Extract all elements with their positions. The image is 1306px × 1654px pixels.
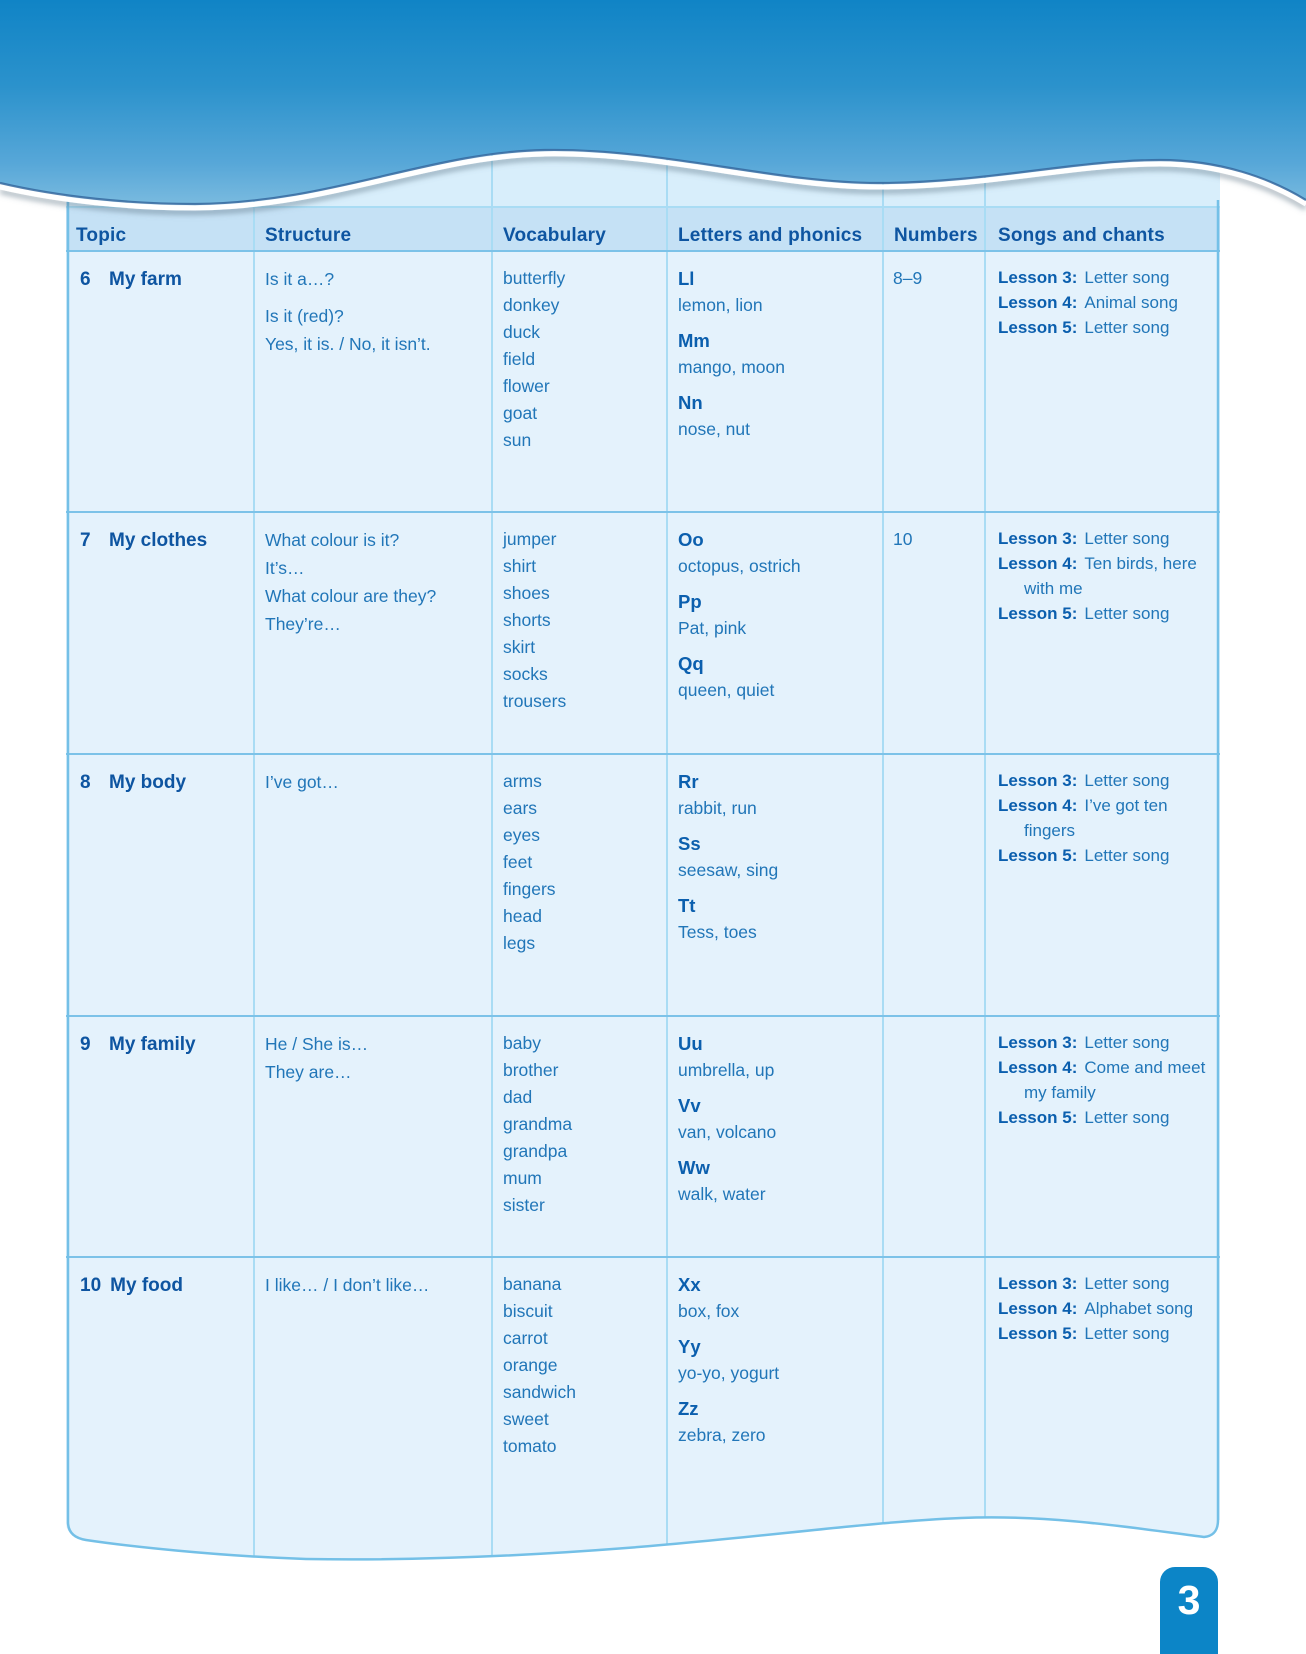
- phonics-words: lemon, lion: [678, 295, 763, 315]
- vocabulary-word: flower: [503, 376, 550, 396]
- header-structure: Structure: [255, 208, 493, 250]
- phonics-group: [678, 1271, 874, 1325]
- phonics-group: [678, 327, 874, 381]
- lesson-label: Lesson 5:: [998, 604, 1078, 623]
- table-row-unit10: [66, 1258, 1220, 1565]
- header-vocabulary: Vocabulary: [493, 208, 668, 250]
- table-row-unit8: [66, 755, 1220, 1017]
- phonics-group: [678, 650, 874, 704]
- vocabulary-word: fingers: [503, 879, 556, 899]
- vocabulary-word: brother: [503, 1060, 559, 1080]
- song-title: Letter song: [1084, 1108, 1170, 1127]
- table-row-unit9: [66, 1017, 1220, 1258]
- lesson-label: Lesson 3:: [998, 771, 1078, 790]
- vocabulary-word: mum: [503, 1168, 542, 1188]
- phonics-letter-pair: Qq: [678, 653, 704, 674]
- song-entry: [998, 265, 1214, 290]
- vocabulary-word: sun: [503, 430, 532, 450]
- structure-cell: [255, 1017, 493, 1256]
- vocabulary-word: tomato: [503, 1436, 557, 1456]
- phonics-cell: [668, 1017, 884, 1256]
- songs-cell: [986, 513, 1220, 753]
- vocabulary-word: jumper: [503, 529, 557, 549]
- phonics-letter-pair: Oo: [678, 529, 704, 550]
- vocabulary-cell: [493, 1258, 668, 1565]
- lesson-label: Lesson 3:: [998, 529, 1078, 548]
- phonics-letter-pair: Ww: [678, 1157, 710, 1178]
- structure-line: They’re…: [265, 614, 341, 634]
- vocabulary-word: goat: [503, 403, 538, 423]
- song-entry: [998, 551, 1214, 601]
- songs-cell: [986, 252, 1220, 511]
- structure-paragraph: [265, 265, 483, 293]
- syllabus-table: [66, 140, 1220, 1565]
- structure-line: He / She is…: [265, 1034, 369, 1054]
- unit-title: My clothes: [109, 530, 208, 551]
- vocabulary-word: duck: [503, 322, 540, 342]
- structure-line: I like… / I don’t like…: [265, 1275, 430, 1295]
- song-entry: [998, 1030, 1214, 1055]
- structure-cell: [255, 1258, 493, 1565]
- unit-number: 8: [80, 772, 91, 793]
- table-top-strip: [66, 140, 1220, 208]
- structure-line: What colour is it?: [265, 530, 400, 550]
- song-entry: [998, 793, 1214, 843]
- lesson-label: Lesson 5:: [998, 846, 1078, 865]
- vocabulary-cell: [493, 252, 668, 511]
- song-entry: [998, 290, 1214, 315]
- phonics-words: Pat, pink: [678, 618, 747, 638]
- lesson-label: Lesson 5:: [998, 318, 1078, 337]
- vocabulary-word: head: [503, 906, 542, 926]
- vocabulary-cell: [493, 755, 668, 1015]
- phonics-group: [678, 768, 874, 822]
- song-title: Letter song: [1084, 771, 1170, 790]
- vocabulary-word: trousers: [503, 691, 567, 711]
- vocabulary-word: banana: [503, 1274, 562, 1294]
- vocabulary-word: baby: [503, 1033, 541, 1053]
- lesson-label: Lesson 5:: [998, 1108, 1078, 1127]
- phonics-words: walk, water: [678, 1184, 766, 1204]
- structure-paragraph: [265, 1271, 483, 1299]
- topic-cell: [66, 513, 255, 753]
- lesson-label: Lesson 4:: [998, 293, 1078, 312]
- vocabulary-word: legs: [503, 933, 536, 953]
- song-entry: [998, 768, 1214, 793]
- song-title: Animal song: [1084, 293, 1178, 312]
- lesson-label: Lesson 4:: [998, 1058, 1078, 1077]
- song-title: Letter song: [1084, 318, 1170, 337]
- song-entry: [998, 601, 1214, 626]
- phonics-letter-pair: Uu: [678, 1033, 703, 1054]
- song-entry: [998, 1055, 1214, 1105]
- unit-number: 9: [80, 1034, 91, 1055]
- song-title: Ten birds, here with me: [1024, 554, 1197, 598]
- phonics-group: [678, 1030, 874, 1084]
- vocabulary-word: feet: [503, 852, 533, 872]
- structure-paragraph: [265, 768, 483, 796]
- phonics-letter-pair: Tt: [678, 895, 696, 916]
- unit-number: 6: [80, 269, 91, 290]
- structure-line: Is it (red)?: [265, 306, 344, 326]
- vocabulary-word: butterfly: [503, 268, 566, 288]
- unit-title: My body: [109, 772, 187, 793]
- song-entry: [998, 1105, 1214, 1130]
- structure-line: I’ve got…: [265, 772, 339, 792]
- vocabulary-word: ears: [503, 798, 538, 818]
- unit-title: My farm: [109, 269, 182, 290]
- numbers-cell: [884, 755, 986, 1015]
- phonics-group: [678, 830, 874, 884]
- phonics-words: octopus, ostrich: [678, 556, 801, 576]
- phonics-group: [678, 1154, 874, 1208]
- songs-cell: [986, 1017, 1220, 1256]
- lesson-label: Lesson 5:: [998, 1324, 1078, 1343]
- lesson-label: Lesson 3:: [998, 1274, 1078, 1293]
- song-entry: [998, 1296, 1214, 1321]
- phonics-group: [678, 389, 874, 443]
- unit-number: 10: [80, 1275, 102, 1296]
- phonics-letter-pair: Ll: [678, 268, 695, 289]
- vocabulary-word: field: [503, 349, 536, 369]
- phonics-words: Tess, toes: [678, 922, 757, 942]
- phonics-group: [678, 1092, 874, 1146]
- vocabulary-word: donkey: [503, 295, 560, 315]
- song-title: Letter song: [1084, 846, 1170, 865]
- structure-line: What colour are they?: [265, 586, 437, 606]
- unit-number: 7: [80, 530, 91, 551]
- table-row-unit7: [66, 513, 1220, 755]
- structure-line: It’s…: [265, 558, 305, 578]
- phonics-letter-pair: Zz: [678, 1398, 699, 1419]
- lesson-label: Lesson 3:: [998, 1033, 1078, 1052]
- numbers-cell: 10: [884, 513, 986, 753]
- phonics-group: [678, 1333, 874, 1387]
- numbers-cell: [884, 1258, 986, 1565]
- phonics-letter-pair: Mm: [678, 330, 710, 351]
- vocabulary-word: sweet: [503, 1409, 549, 1429]
- phonics-words: umbrella, up: [678, 1060, 775, 1080]
- lesson-label: Lesson 4:: [998, 1299, 1078, 1318]
- unit-title: My food: [110, 1275, 183, 1296]
- unit-title: My family: [109, 1034, 196, 1055]
- page-number-tab: [1160, 1567, 1218, 1654]
- page-number: 3: [1177, 1577, 1201, 1623]
- song-entry: [998, 1321, 1214, 1346]
- phonics-letter-pair: Pp: [678, 591, 702, 612]
- table-header-row: [66, 208, 1220, 252]
- structure-line: Is it a…?: [265, 269, 335, 289]
- vocabulary-cell: [493, 1017, 668, 1256]
- song-entry: [998, 1271, 1214, 1296]
- phonics-group: [678, 265, 874, 319]
- phonics-letter-pair: Xx: [678, 1274, 701, 1295]
- phonics-cell: [668, 755, 884, 1015]
- phonics-letter-pair: Nn: [678, 392, 703, 413]
- phonics-cell: [668, 252, 884, 511]
- phonics-words: nose, nut: [678, 419, 750, 439]
- phonics-words: seesaw, sing: [678, 860, 779, 880]
- vocabulary-word: dad: [503, 1087, 533, 1107]
- vocabulary-word: eyes: [503, 825, 540, 845]
- songs-cell: [986, 755, 1220, 1015]
- phonics-cell: [668, 513, 884, 753]
- phonics-words: zebra, zero: [678, 1425, 766, 1445]
- lesson-label: Lesson 3:: [998, 268, 1078, 287]
- vocabulary-word: shorts: [503, 610, 551, 630]
- header-numbers: Numbers: [884, 208, 986, 250]
- phonics-letter-pair: Ss: [678, 833, 701, 854]
- vocabulary-word: biscuit: [503, 1301, 553, 1321]
- song-title: Letter song: [1084, 1324, 1170, 1343]
- song-title: Letter song: [1084, 1274, 1170, 1293]
- vocabulary-word: carrot: [503, 1328, 548, 1348]
- vocabulary-word: shoes: [503, 583, 550, 603]
- header-topic: Topic: [66, 208, 255, 250]
- lesson-label: Lesson 4:: [998, 796, 1078, 815]
- vocabulary-word: sandwich: [503, 1382, 576, 1402]
- structure-paragraph: [265, 526, 483, 638]
- song-title: Letter song: [1084, 268, 1170, 287]
- song-title: I’ve got ten fingers: [1024, 796, 1168, 840]
- song-title: Alphabet song: [1084, 1299, 1194, 1318]
- lesson-label: Lesson 4:: [998, 554, 1078, 573]
- structure-paragraph: [265, 302, 483, 358]
- table-row-unit6: [66, 252, 1220, 513]
- vocabulary-word: grandma: [503, 1114, 573, 1134]
- structure-cell: [255, 252, 493, 511]
- phonics-words: van, volcano: [678, 1122, 777, 1142]
- phonics-letter-pair: Rr: [678, 771, 699, 792]
- phonics-words: mango, moon: [678, 357, 786, 377]
- vocabulary-cell: [493, 513, 668, 753]
- phonics-letter-pair: Yy: [678, 1336, 701, 1357]
- phonics-words: queen, quiet: [678, 680, 775, 700]
- song-title: Letter song: [1084, 604, 1170, 623]
- topic-cell: [66, 1017, 255, 1256]
- topic-cell: [66, 1258, 255, 1565]
- numbers-cell: [884, 1017, 986, 1256]
- structure-line: They are…: [265, 1062, 352, 1082]
- song-title: Letter song: [1084, 1033, 1170, 1052]
- vocabulary-word: grandpa: [503, 1141, 568, 1161]
- structure-cell: [255, 755, 493, 1015]
- topic-cell: [66, 755, 255, 1015]
- phonics-cell: [668, 1258, 884, 1565]
- phonics-letter-pair: Vv: [678, 1095, 701, 1116]
- vocabulary-word: arms: [503, 771, 542, 791]
- songs-cell: [986, 1258, 1220, 1565]
- phonics-words: yo-yo, yogurt: [678, 1363, 780, 1383]
- vocabulary-word: skirt: [503, 637, 536, 657]
- phonics-words: rabbit, run: [678, 798, 757, 818]
- vocabulary-word: orange: [503, 1355, 558, 1375]
- header-songs-chants: Songs and chants: [998, 225, 1165, 246]
- numbers-cell: 8–9: [884, 252, 986, 511]
- vocabulary-word: shirt: [503, 556, 537, 576]
- vocabulary-word: sister: [503, 1195, 545, 1215]
- song-entry: [998, 843, 1214, 868]
- phonics-words: box, fox: [678, 1301, 740, 1321]
- structure-paragraph: [265, 1030, 483, 1086]
- song-entry: [998, 526, 1214, 551]
- song-title: Come and meet my family: [1024, 1058, 1206, 1102]
- song-entry: [998, 315, 1214, 340]
- vocabulary-word: socks: [503, 664, 548, 684]
- phonics-group: [678, 892, 874, 946]
- structure-cell: [255, 513, 493, 753]
- header-letters-phonics: Letters and phonics: [668, 208, 884, 250]
- structure-line: Yes, it is. / No, it isn’t.: [265, 334, 431, 354]
- phonics-group: [678, 526, 874, 580]
- phonics-group: [678, 1395, 874, 1449]
- song-title: Letter song: [1084, 529, 1170, 548]
- topic-cell: [66, 252, 255, 511]
- phonics-group: [678, 588, 874, 642]
